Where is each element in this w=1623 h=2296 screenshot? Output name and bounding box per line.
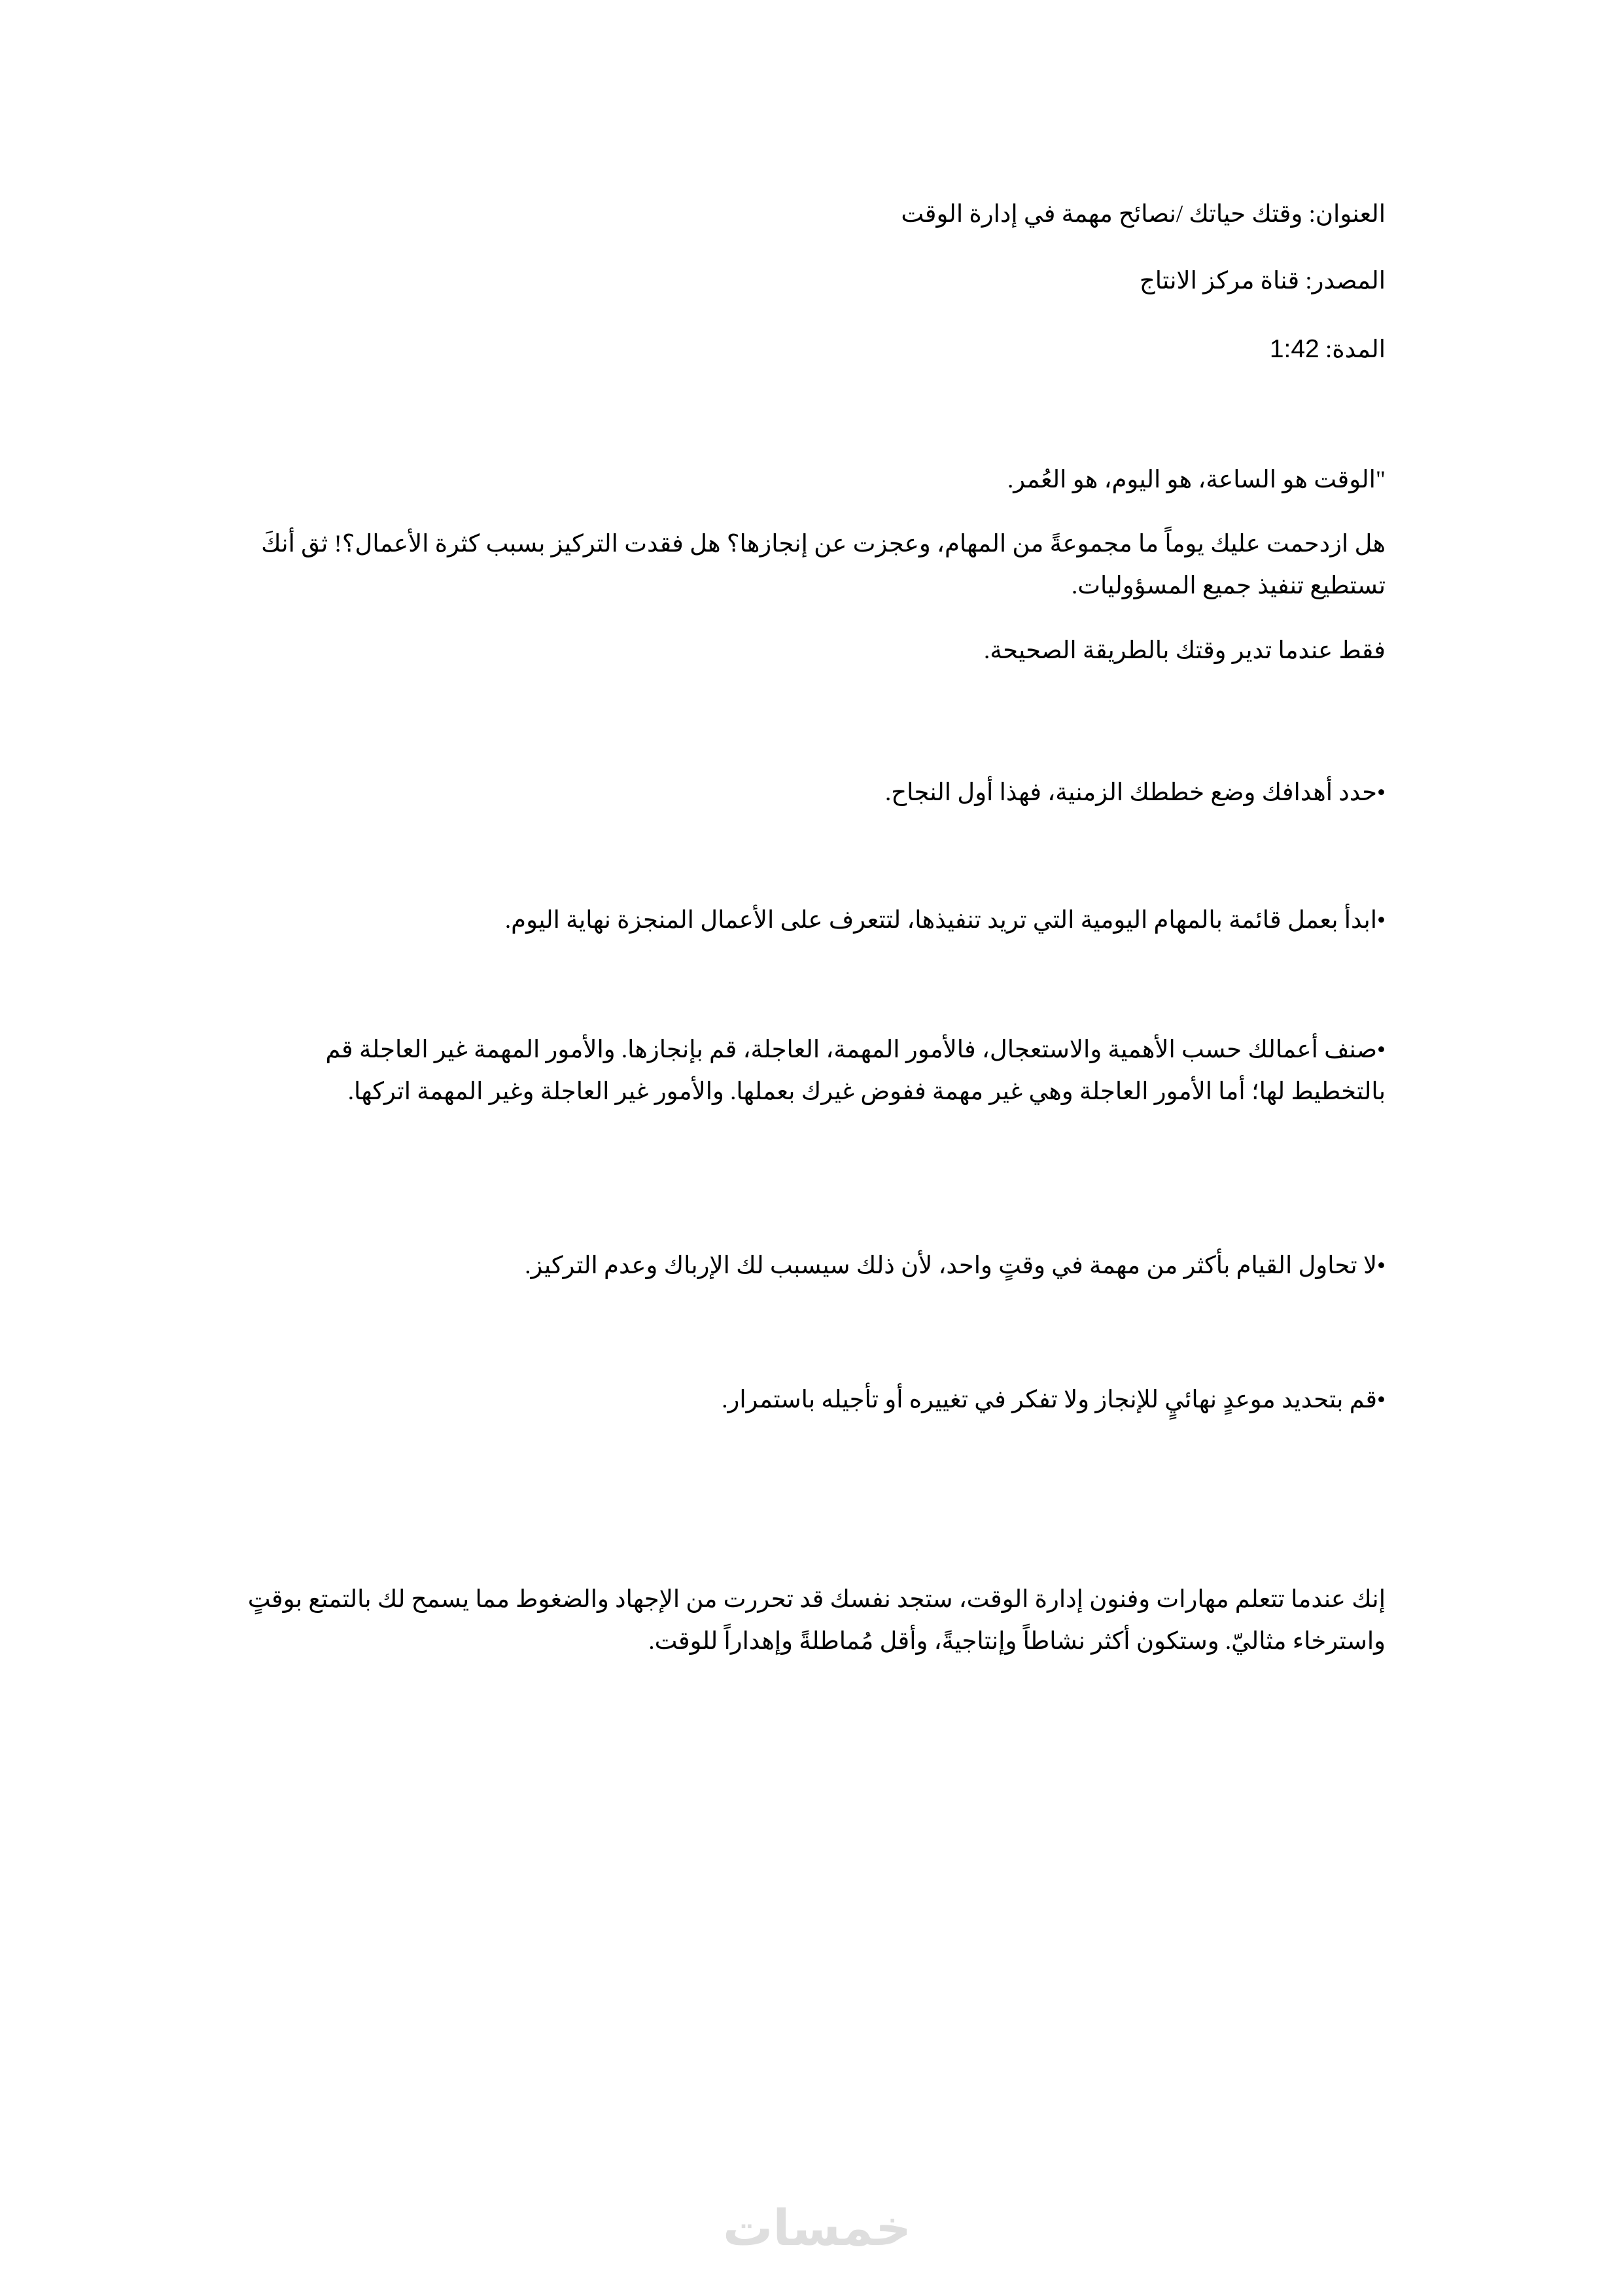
intro-statement: فقط عندما تدير وقتك بالطريقة الصحيحة. bbox=[984, 637, 1386, 664]
intro-question: هل ازدحمت عليك يوماً ما مجموعةً من المهام، وعجزت عن إنجازها؟ هل فقدت التركيز بسبب كثرة الأعمال؟! ثق أنكَ تستطيع تنفيذ جميع المسؤوليات. bbox=[261, 531, 1386, 599]
conclusion-paragraph: إنك عندما تتعلم مهارات وفنون إدارة الوقت، ستجد نفسك قد تحررت من الإجهاد والضغوط مما يسمح لك بالتمتع بوقتٍ واسترخاء مثاليّ. وستكون أكثر نشاطاً وإنتاجيةً، وأقل مُماطلةً وإهداراً للوقت. bbox=[247, 1586, 1386, 1655]
tip-item: •قم بتحديد موعدٍ نهائيٍ للإنجاز ولا تفكر في تغييره أو تأجيله باستمرار. bbox=[722, 1386, 1386, 1413]
watermark-logo: خمسات bbox=[723, 2199, 911, 2257]
title-line: العنوان: وقتك حياتك /نصائح مهمة في إدارة الوقت bbox=[901, 201, 1386, 228]
duration-label: المدة: bbox=[1325, 336, 1386, 363]
tip-item: •ابدأ بعمل قائمة بالمهام اليومية التي تريد تنفيذها، لتتعرف على الأعمال المنجزة نهاية اليوم. bbox=[504, 907, 1386, 934]
tip-item: •صنف أعمالك حسب الأهمية والاستعجال، فالأمور المهمة، العاجلة، قم بإنجازها. والأمور المهمة غير العاجلة قم بالتخطيط لها؛ أما الأمور العاجلة وهي غير مهمة ففوض غيرك بعملها. والأمور غير العاجلة وغير المهمة اتركها. bbox=[325, 1036, 1386, 1105]
source-line: المصدر: قناة مركز الانتاج bbox=[1139, 268, 1386, 294]
duration-line bbox=[404, 328, 1386, 371]
tip-item: •حدد أهدافك وضع خططك الزمنية، فهذا أول النجاح. bbox=[885, 779, 1386, 806]
duration-value: 1:42 bbox=[1269, 335, 1319, 363]
tip-item: •لا تحاول القيام بأكثر من مهمة في وقتٍ واحد، لأن ذلك سيسبب لك الإرباك وعدم التركيز. bbox=[525, 1252, 1386, 1279]
intro-quote: "الوقت هو الساعة، هو اليوم، هو العُمر. bbox=[1007, 467, 1386, 493]
